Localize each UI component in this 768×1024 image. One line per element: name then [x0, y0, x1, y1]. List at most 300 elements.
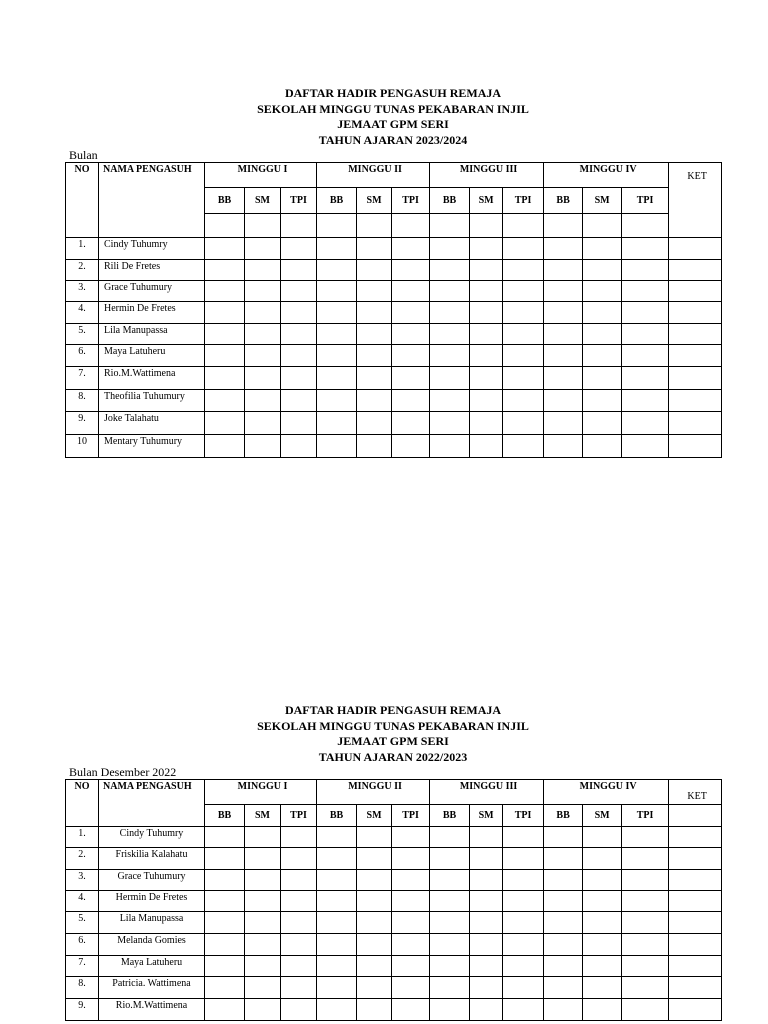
attendance-cell: [317, 870, 357, 891]
attendance-cell: [669, 281, 722, 302]
attendance-cell: [430, 324, 470, 345]
attendance-cell: [544, 390, 583, 412]
attendance-cell: [392, 956, 430, 977]
table-row: [66, 238, 722, 260]
table-row: [66, 367, 722, 390]
sub-tpi: TPI: [281, 188, 317, 214]
attendance-cell: [357, 827, 392, 848]
attendance-cell: [205, 324, 245, 345]
attendance-cell: [470, 977, 503, 999]
attendance-cell: [281, 390, 317, 412]
attendance-cell: [205, 238, 245, 260]
attendance-cell: [317, 302, 357, 324]
attendance-cell: [317, 435, 357, 458]
attendance-cell: [669, 870, 722, 891]
table-row: [66, 999, 722, 1021]
attendance-cell: [317, 956, 357, 977]
attendance-cell: [669, 367, 722, 390]
attendance-cell: [245, 934, 281, 956]
attendance-cell: [357, 412, 392, 435]
sub-tpi: TPI: [392, 188, 430, 214]
row-number: 3.: [66, 870, 99, 891]
attendance-cell: [622, 367, 669, 390]
attendance-cell: [430, 848, 470, 870]
attendance-cell: [470, 367, 503, 390]
header-no: NO: [66, 163, 99, 238]
attendance-cell: [245, 977, 281, 999]
title-line-1: DAFTAR HADIR PENGASUH REMAJA: [284, 703, 502, 717]
row-name: Grace Tuhumury: [99, 870, 205, 891]
table-row: [66, 324, 722, 345]
sub-sm: SM: [470, 805, 503, 827]
attendance-cell: [669, 412, 722, 435]
attendance-cell: [392, 302, 430, 324]
row-number: 1.: [66, 827, 99, 848]
attendance-cell: [503, 891, 544, 912]
attendance-cell: [583, 912, 622, 934]
attendance-cell: [357, 934, 392, 956]
attendance-cell: [205, 999, 245, 1021]
attendance-cell: [392, 238, 430, 260]
blank-cell: [281, 214, 317, 238]
attendance-cell: [470, 390, 503, 412]
title-line-1: DAFTAR HADIR PENGASUH REMAJA: [284, 86, 502, 100]
attendance-cell: [470, 281, 503, 302]
attendance-cell: [544, 238, 583, 260]
attendance-cell: [583, 435, 622, 458]
attendance-cell: [245, 238, 281, 260]
sub-bb: BB: [317, 188, 357, 214]
attendance-cell: [622, 435, 669, 458]
attendance-cell: [622, 934, 669, 956]
sub-bb: BB: [205, 805, 245, 827]
attendance-cell: [245, 827, 281, 848]
attendance-cell: [470, 238, 503, 260]
attendance-cell: [583, 367, 622, 390]
attendance-cell: [503, 324, 544, 345]
attendance-cell: [669, 977, 722, 999]
sub-sm: SM: [470, 188, 503, 214]
attendance-cell: [357, 891, 392, 912]
attendance-cell: [583, 345, 622, 367]
sub-tpi: TPI: [622, 805, 669, 827]
attendance-cell: [583, 390, 622, 412]
table-row: [66, 260, 722, 281]
attendance-cell: [430, 870, 470, 891]
title-line-4: TAHUN AJARAN 2023/2024: [318, 132, 468, 147]
title-line-2: SEKOLAH MINGGU TUNAS PEKABARAN INJIL: [257, 101, 529, 116]
attendance-cell: [281, 324, 317, 345]
attendance-cell: [503, 345, 544, 367]
attendance-cell: [205, 345, 245, 367]
attendance-table: [65, 779, 722, 1021]
blank-cell: [503, 214, 544, 238]
attendance-cell: [622, 999, 669, 1021]
row-number: 9.: [66, 999, 99, 1021]
title-line-3: JEMAAT GPM SERI: [337, 117, 449, 131]
attendance-cell: [281, 238, 317, 260]
attendance-cell: [357, 870, 392, 891]
attendance-cell: [357, 281, 392, 302]
title-line-4: TAHUN AJARAN 2022/2023: [318, 749, 468, 764]
header-no: NO: [66, 780, 99, 827]
attendance-cell: [430, 302, 470, 324]
attendance-cell: [205, 435, 245, 458]
sub-sm: SM: [245, 805, 281, 827]
row-number: 9.: [66, 412, 99, 435]
row-number: 3.: [66, 281, 99, 302]
attendance-cell: [544, 870, 583, 891]
attendance-cell: [205, 977, 245, 999]
row-number: 6.: [66, 934, 99, 956]
attendance-cell: [392, 891, 430, 912]
attendance-cell: [470, 302, 503, 324]
attendance-cell: [430, 999, 470, 1021]
attendance-cell: [430, 390, 470, 412]
attendance-cell: [470, 412, 503, 435]
attendance-cell: [245, 302, 281, 324]
row-name: Hermin De Fretes: [99, 302, 205, 324]
table-row: [66, 827, 722, 848]
attendance-cell: [357, 324, 392, 345]
sub-bb: BB: [430, 188, 470, 214]
table-row: [66, 870, 722, 891]
attendance-cell: [544, 281, 583, 302]
attendance-cell: [503, 977, 544, 999]
attendance-cell: [470, 956, 503, 977]
attendance-sheet-2022: [65, 703, 721, 1021]
attendance-cell: [205, 390, 245, 412]
header-ket: KET: [669, 163, 722, 238]
attendance-cell: [281, 827, 317, 848]
attendance-cell: [245, 891, 281, 912]
attendance-cell: [544, 302, 583, 324]
sub-bb: BB: [544, 805, 583, 827]
sub-sm: SM: [245, 188, 281, 214]
row-name: Rio.M.Wattimena: [99, 999, 205, 1021]
attendance-cell: [669, 848, 722, 870]
attendance-cell: [470, 891, 503, 912]
header-row-weeks: [66, 163, 722, 188]
attendance-cell: [669, 324, 722, 345]
attendance-cell: [622, 302, 669, 324]
attendance-cell: [430, 934, 470, 956]
row-number: 8.: [66, 977, 99, 999]
header-week-4: MINGGU IV: [544, 780, 669, 805]
attendance-cell: [317, 891, 357, 912]
attendance-cell: [430, 977, 470, 999]
attendance-cell: [317, 977, 357, 999]
attendance-cell: [205, 912, 245, 934]
attendance-cell: [622, 324, 669, 345]
attendance-cell: [392, 435, 430, 458]
row-number: 6.: [66, 345, 99, 367]
attendance-cell: [544, 260, 583, 281]
row-number: 4.: [66, 302, 99, 324]
sub-bb: BB: [205, 188, 245, 214]
attendance-cell: [281, 412, 317, 435]
header-week-3: MINGGU III: [430, 780, 544, 805]
attendance-cell: [245, 956, 281, 977]
attendance-cell: [470, 999, 503, 1021]
attendance-cell: [317, 324, 357, 345]
attendance-cell: [357, 848, 392, 870]
table-row: [66, 435, 722, 458]
attendance-cell: [544, 848, 583, 870]
sub-tpi: TPI: [622, 188, 669, 214]
attendance-cell: [205, 302, 245, 324]
attendance-cell: [317, 848, 357, 870]
header-ket: KET: [669, 780, 722, 805]
month-label: Bulan: [69, 148, 98, 162]
row-name: Lila Manupassa: [99, 324, 205, 345]
attendance-cell: [544, 412, 583, 435]
blank-cell: [544, 214, 583, 238]
attendance-cell: [583, 324, 622, 345]
sub-tpi: TPI: [392, 805, 430, 827]
row-number: 7.: [66, 956, 99, 977]
attendance-cell: [430, 912, 470, 934]
title-line-2: SEKOLAH MINGGU TUNAS PEKABARAN INJIL: [257, 718, 529, 733]
attendance-cell: [544, 891, 583, 912]
row-number: 2.: [66, 260, 99, 281]
attendance-cell: [583, 870, 622, 891]
attendance-cell: [317, 999, 357, 1021]
attendance-cell: [245, 848, 281, 870]
table-row: [66, 848, 722, 870]
attendance-cell: [669, 827, 722, 848]
attendance-cell: [544, 934, 583, 956]
attendance-cell: [245, 345, 281, 367]
attendance-cell: [357, 390, 392, 412]
attendance-cell: [317, 827, 357, 848]
attendance-cell: [669, 956, 722, 977]
attendance-cell: [392, 281, 430, 302]
table-body: [66, 827, 722, 1021]
attendance-cell: [317, 934, 357, 956]
row-number: 4.: [66, 891, 99, 912]
attendance-cell: [281, 260, 317, 281]
attendance-cell: [544, 977, 583, 999]
attendance-cell: [281, 956, 317, 977]
header-week-3: MINGGU III: [430, 163, 544, 188]
attendance-cell: [544, 367, 583, 390]
attendance-cell: [317, 345, 357, 367]
attendance-cell: [281, 367, 317, 390]
attendance-cell: [281, 435, 317, 458]
attendance-cell: [430, 260, 470, 281]
attendance-cell: [544, 324, 583, 345]
table-row: [66, 302, 722, 324]
attendance-cell: [357, 345, 392, 367]
attendance-cell: [281, 870, 317, 891]
attendance-cell: [205, 260, 245, 281]
blank-cell: [470, 214, 503, 238]
attendance-cell: [392, 827, 430, 848]
attendance-cell: [622, 281, 669, 302]
blank-cell: [205, 214, 245, 238]
attendance-cell: [281, 848, 317, 870]
attendance-cell: [583, 999, 622, 1021]
attendance-cell: [357, 302, 392, 324]
attendance-cell: [544, 999, 583, 1021]
row-number: 7.: [66, 367, 99, 390]
attendance-cell: [583, 848, 622, 870]
attendance-cell: [357, 367, 392, 390]
attendance-cell: [622, 977, 669, 999]
attendance-cell: [392, 324, 430, 345]
attendance-cell: [583, 956, 622, 977]
attendance-cell: [503, 934, 544, 956]
attendance-cell: [622, 390, 669, 412]
attendance-cell: [245, 412, 281, 435]
row-number: 10: [66, 435, 99, 458]
attendance-cell: [392, 848, 430, 870]
attendance-cell: [430, 367, 470, 390]
attendance-cell: [317, 238, 357, 260]
attendance-cell: [430, 281, 470, 302]
sub-sm: SM: [357, 188, 392, 214]
attendance-cell: [245, 281, 281, 302]
attendance-cell: [392, 367, 430, 390]
attendance-cell: [503, 302, 544, 324]
row-name: Lila Manupassa: [99, 912, 205, 934]
row-name: Friskilia Kalahatu: [99, 848, 205, 870]
header-week-4: MINGGU IV: [544, 163, 669, 188]
attendance-cell: [281, 912, 317, 934]
attendance-cell: [470, 324, 503, 345]
row-name: Mentary Tuhumury: [99, 435, 205, 458]
month-label: Bulan Desember 2022: [69, 765, 177, 779]
attendance-cell: [205, 412, 245, 435]
attendance-cell: [392, 412, 430, 435]
table-row: [66, 977, 722, 999]
attendance-cell: [622, 891, 669, 912]
attendance-cell: [503, 390, 544, 412]
row-name: Cindy Tuhumry: [99, 827, 205, 848]
attendance-cell: [622, 827, 669, 848]
attendance-cell: [245, 260, 281, 281]
blank-cell: [669, 805, 722, 827]
sub-sm: SM: [583, 188, 622, 214]
attendance-cell: [430, 435, 470, 458]
attendance-cell: [430, 891, 470, 912]
attendance-cell: [470, 827, 503, 848]
row-number: 1.: [66, 238, 99, 260]
attendance-cell: [503, 870, 544, 891]
attendance-cell: [430, 827, 470, 848]
attendance-cell: [317, 390, 357, 412]
attendance-cell: [503, 260, 544, 281]
attendance-cell: [544, 956, 583, 977]
row-name: Maya Latuheru: [99, 956, 205, 977]
blank-cell: [392, 214, 430, 238]
attendance-cell: [669, 302, 722, 324]
header-week-1: MINGGU I: [205, 780, 317, 805]
attendance-cell: [357, 912, 392, 934]
row-number: 2.: [66, 848, 99, 870]
attendance-cell: [392, 870, 430, 891]
attendance-cell: [392, 912, 430, 934]
attendance-cell: [205, 934, 245, 956]
attendance-cell: [205, 827, 245, 848]
attendance-cell: [669, 238, 722, 260]
attendance-cell: [245, 870, 281, 891]
row-number: 5.: [66, 912, 99, 934]
attendance-cell: [245, 999, 281, 1021]
attendance-cell: [669, 345, 722, 367]
attendance-cell: [583, 827, 622, 848]
table-row: [66, 912, 722, 934]
header-week-2: MINGGU II: [317, 163, 430, 188]
attendance-cell: [317, 367, 357, 390]
attendance-cell: [392, 345, 430, 367]
attendance-cell: [503, 367, 544, 390]
attendance-cell: [470, 435, 503, 458]
sub-bb: BB: [544, 188, 583, 214]
attendance-cell: [470, 848, 503, 870]
table-row: [66, 412, 722, 435]
attendance-cell: [669, 999, 722, 1021]
attendance-cell: [357, 238, 392, 260]
attendance-cell: [392, 934, 430, 956]
row-number: 5.: [66, 324, 99, 345]
attendance-cell: [430, 412, 470, 435]
blank-cell: [357, 214, 392, 238]
attendance-cell: [317, 412, 357, 435]
sub-tpi: TPI: [281, 805, 317, 827]
row-number: 8.: [66, 390, 99, 412]
attendance-cell: [317, 260, 357, 281]
attendance-cell: [205, 956, 245, 977]
title-line-3: JEMAAT GPM SERI: [337, 734, 449, 748]
attendance-cell: [622, 345, 669, 367]
header-name: NAMA PENGASUH: [99, 780, 205, 827]
attendance-cell: [205, 281, 245, 302]
row-name: Cindy Tuhumry: [99, 238, 205, 260]
sheet-title: [65, 703, 721, 765]
attendance-cell: [317, 281, 357, 302]
attendance-cell: [317, 912, 357, 934]
attendance-cell: [205, 870, 245, 891]
attendance-cell: [205, 848, 245, 870]
attendance-cell: [583, 260, 622, 281]
attendance-cell: [281, 891, 317, 912]
table-row: [66, 281, 722, 302]
blank-cell: [245, 214, 281, 238]
attendance-cell: [583, 977, 622, 999]
attendance-cell: [357, 977, 392, 999]
attendance-cell: [205, 891, 245, 912]
attendance-cell: [622, 260, 669, 281]
attendance-cell: [583, 934, 622, 956]
row-name: Joke Talahatu: [99, 412, 205, 435]
attendance-cell: [503, 238, 544, 260]
row-name: Rio.M.Wattimena: [99, 367, 205, 390]
attendance-cell: [470, 934, 503, 956]
table-row: [66, 891, 722, 912]
attendance-cell: [669, 390, 722, 412]
header-row-weeks: [66, 780, 722, 805]
table-row: [66, 345, 722, 367]
attendance-cell: [470, 260, 503, 281]
header-week-2: MINGGU II: [317, 780, 430, 805]
attendance-cell: [245, 324, 281, 345]
attendance-cell: [281, 934, 317, 956]
row-name: Grace Tuhumury: [99, 281, 205, 302]
attendance-cell: [430, 345, 470, 367]
attendance-cell: [503, 912, 544, 934]
